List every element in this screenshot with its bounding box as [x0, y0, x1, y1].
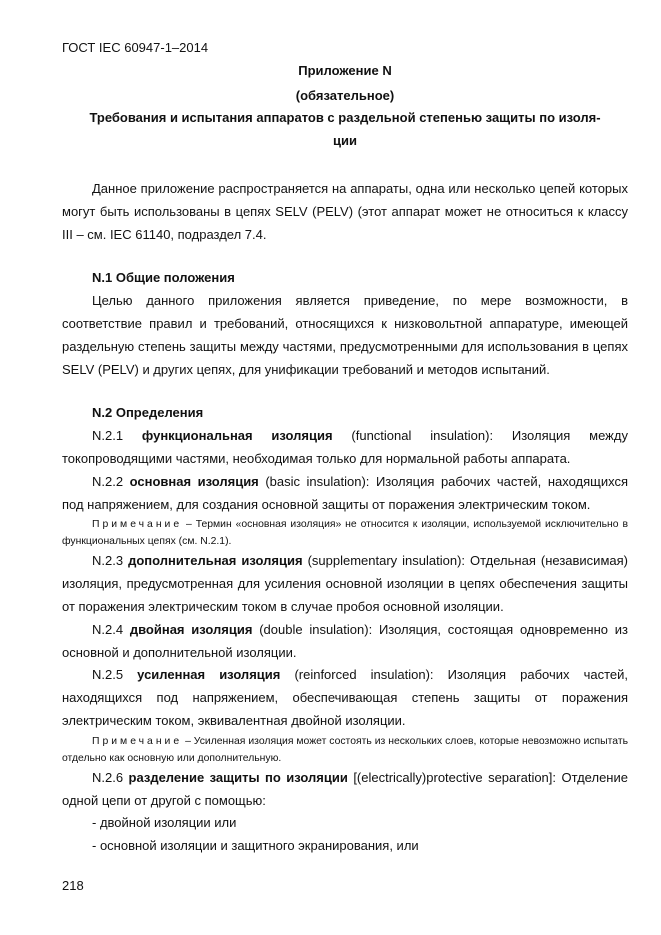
appendix-title: Приложение N [298, 63, 392, 78]
definition-text: (basic insulation): Изоляция рабочих частей, находящихся под напряжением, для создания основной защиты от поражения электрическим током. [62, 473, 628, 512]
note-label: Примечание [92, 519, 183, 531]
definition-term: основная изоляция [129, 473, 259, 489]
definition-text: (reinforced insulation): Изоляция рабочих частей, находящихся под напряжением, обеспечивающая степень защиты от поражения электрическим током, эквивалентная двойной изоляции. [62, 667, 628, 728]
definition-text: (supplementary insulation): Отдельная (независимая) изоляция, предусмотренная для усиления основной изоляции в цепях обеспечения защиты от поражения электрическим током в случае пробоя основной изоляции. [62, 553, 628, 614]
definition-n2-6 [62, 767, 628, 813]
definition-text: [(electrically)protective separation]: Отделение одной цепи от другой с помощью: [62, 769, 628, 808]
definition-term: усиленная изоляция [137, 667, 281, 683]
standard-code: ГОСТ IEC 60947-1–2014 [62, 40, 209, 55]
definition-text: (functional insulation): Изоляция между токопроводящими частями, необходимая только для нормальной работы аппарата. [62, 428, 628, 466]
definition-number: N.2.4 [92, 621, 124, 637]
note-text: – Термин «основная изоляция» не относится к изоляции, используемой исключительно в функциональных цепях (см. N.2.1). [62, 519, 628, 548]
appendix-subject-line2: ции [333, 133, 357, 148]
definition-term: функциональная изоляция [141, 428, 333, 444]
definition-number: N.2.6 [92, 769, 124, 785]
section-text-n1: Целью данного приложения является приведение, по мере возможности, в соответствие правил и требований, относящихся к низковольтной аппаратуре, имеющей раздельную степень защиты между частями, предусмотренными для использования в цепях SELV (PELV) и других цепях, для унификации требований и методов испытаний. [62, 293, 628, 377]
definition-n2-5 [62, 664, 628, 732]
definition-term: разделение защиты по изоляции [128, 769, 348, 785]
definition-number: N.2.3 [92, 553, 124, 569]
list-item: - основной изоляции и защитного экранирования, или [92, 838, 419, 854]
definition-n2-1 [62, 425, 628, 471]
note-2 [62, 733, 628, 767]
definition-number: N.2.1 [92, 428, 124, 444]
section-heading-n1: N.1 Общие положения [92, 270, 235, 286]
definition-n2-3 [62, 550, 628, 618]
definition-number: N.2.5 [92, 667, 124, 683]
document-body [62, 178, 628, 858]
section-heading-n2: N.2 Определения [92, 405, 204, 421]
note-label: Примечание [92, 735, 183, 747]
page-number: 218 [62, 878, 84, 893]
definition-number: N.2.2 [92, 473, 124, 489]
definition-term: двойная изоляция [129, 621, 253, 637]
list-item: - двойной изоляции или [92, 815, 237, 831]
definition-term: дополнительная изоляция [128, 553, 303, 569]
intro-paragraph: Данное приложение распространяется на аппараты, одна или несколько цепей которых могут быть использованы в цепях SELV (PELV) (этот аппарат может не относиться к классу III – см. IEC 61140, подраздел 7.4. [62, 181, 628, 242]
appendix-status: (обязательное) [295, 88, 395, 103]
appendix-subject-line1: Требования и испытания аппаратов с раздельной степенью защиты по изоля- [89, 110, 601, 125]
definition-n2-2 [62, 471, 628, 517]
definition-text: (double insulation): Изоляция, состоящая одновременно из основной и дополнительной изоляции. [62, 621, 628, 660]
note-text: – Усиленная изоляция может состоять из нескольких слоев, которые невозможно испытать отдельно как основную или дополнительную. [62, 735, 628, 764]
note-1 [62, 516, 628, 550]
definition-n2-4 [62, 619, 628, 665]
